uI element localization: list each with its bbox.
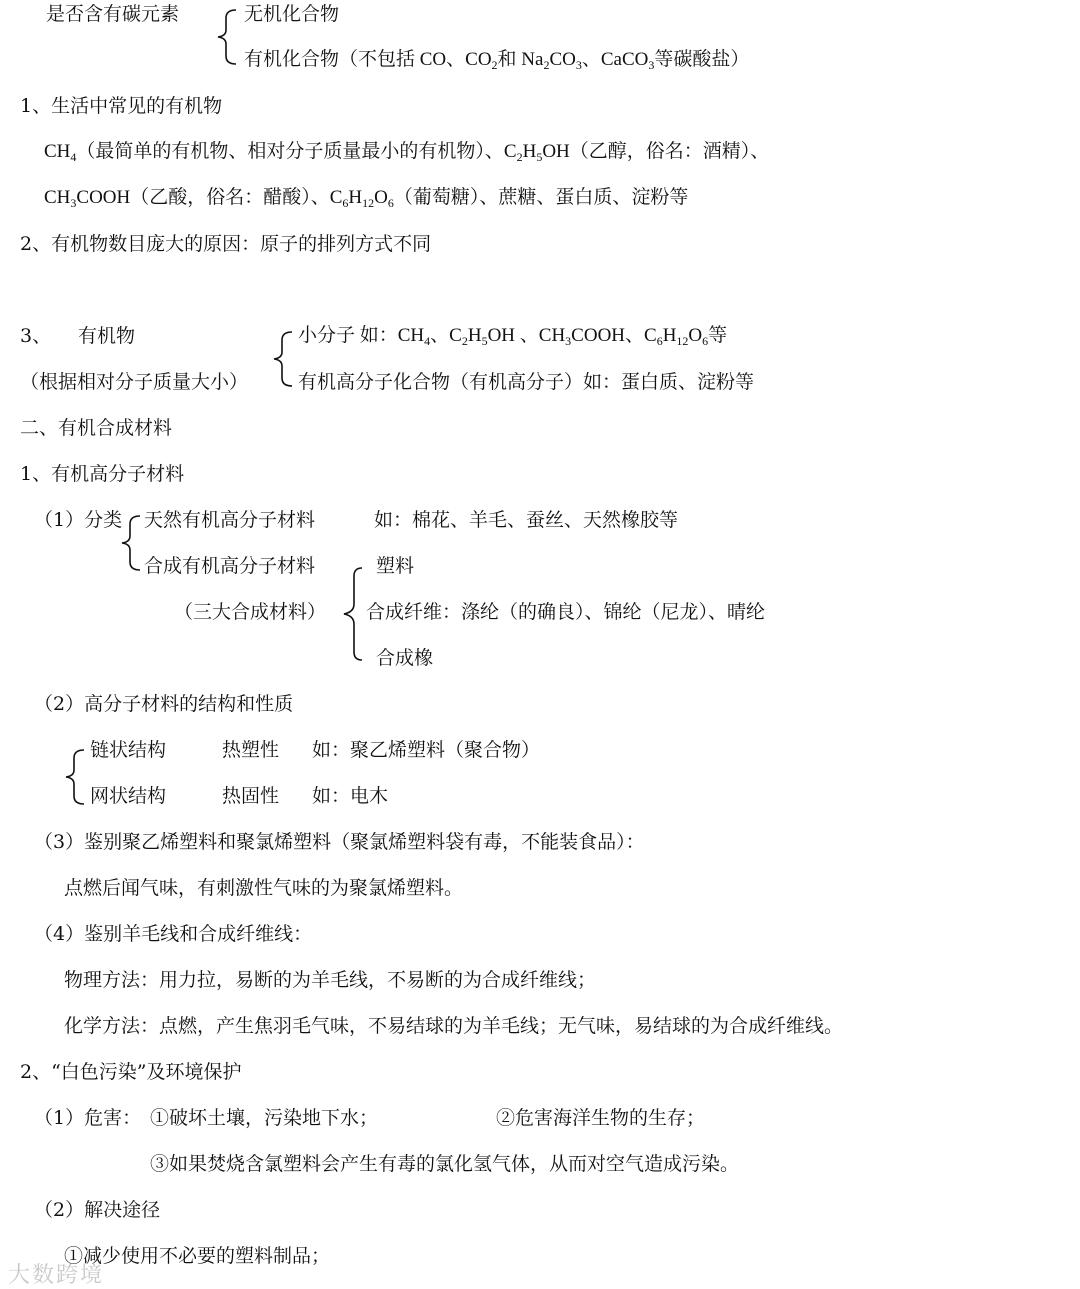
identify-plastic-text: 点燃后闻气味，有刺激性气味的为聚氯烯塑料。 bbox=[64, 877, 464, 899]
molecule-size-brace bbox=[268, 326, 298, 390]
harm-item-2: ②危害海洋生物的生存； bbox=[496, 1107, 706, 1129]
structure-heading: （2）高分子材料的结构和性质 bbox=[34, 693, 294, 715]
thermoplastic: 热塑性 bbox=[222, 739, 280, 761]
solution-item-1: ①减少使用不必要的塑料制品； bbox=[64, 1245, 331, 1267]
carbon-brace bbox=[212, 4, 242, 68]
section-1-line-1: $CH_4$（最简单的有机物、相对分子质量最小的有机物）、$C_2H_5OH$（乙醇，俗名：酒精）、 bbox=[44, 141, 770, 164]
section-1-line-2: $CH_3COOH$（乙酸，俗名：醋酸）、$C_6H_{12}O_6$（葡萄糖）、蔗糖、蛋白质、淀粉等 bbox=[44, 187, 689, 210]
carbon-label: 是否含有碳元素 bbox=[46, 3, 180, 25]
classify-label: （1）分类 bbox=[34, 509, 123, 531]
pollution-heading: 2、“白色污染”及环境保护 bbox=[20, 1061, 242, 1083]
natural-polymer-examples: 如：棉花、羊毛、蚕丝、天然橡胶等 bbox=[374, 509, 679, 531]
watermark: 大数跨境 bbox=[8, 1263, 105, 1288]
harm-item-1: ①破坏土壤，污染地下水； bbox=[150, 1107, 379, 1129]
chain-structure: 链状结构 bbox=[90, 739, 167, 761]
section-3-basis: （根据相对分子质量大小） bbox=[20, 371, 249, 393]
synthetic-fiber: 合成纤维：涤纶（的确良）、锦纶（尼龙）、晴纶 bbox=[366, 601, 766, 623]
solution-label: （2）解决途径 bbox=[34, 1199, 161, 1221]
organic-compound: 有机化合物（不包括 CO、$CO_2$和 $Na_2CO_3$、CaCO$_3$等碳酸盐） bbox=[244, 49, 750, 72]
inorganic-compound: 无机化合物 bbox=[244, 3, 340, 25]
structure-brace bbox=[60, 744, 90, 808]
chain-example: 如：聚乙烯塑料（聚合物） bbox=[312, 739, 541, 761]
network-structure: 网状结构 bbox=[90, 785, 167, 807]
section-2-heading: 2、有机物数目庞大的原因：原子的排列方式不同 bbox=[20, 233, 432, 255]
chemical-method: 化学方法：点燃，产生焦羽毛气味，不易结球的为羊毛线；无气味，易结球的为合成纤维线。 bbox=[64, 1015, 844, 1037]
three-synthetic-materials: （三大合成材料） bbox=[174, 601, 327, 623]
section-3-title: 有机物 bbox=[78, 325, 136, 347]
part-2-heading: 二、有机合成材料 bbox=[20, 417, 173, 439]
identify-plastic-heading: （3）鉴别聚乙烯塑料和聚氯烯塑料（聚氯烯塑料袋有毒，不能装食品）： bbox=[34, 831, 645, 853]
section-3-number: 3、 bbox=[20, 325, 52, 347]
part-2-sub-1: 1、有机高分子材料 bbox=[20, 463, 185, 485]
plastic: 塑料 bbox=[376, 555, 415, 577]
small-molecule: 小分子 如：$CH_4$、$C_2H_5OH$ 、$CH_3COOH$、$C_6H_{12}O_6$等 bbox=[298, 325, 728, 348]
classify-brace bbox=[116, 510, 146, 574]
harm-label: （1）危害： bbox=[34, 1107, 142, 1129]
physical-method: 物理方法：用力拉，易断的为羊毛线，不易断的为合成纤维线； bbox=[64, 969, 597, 991]
harm-item-3: ③如果焚烧含氯塑料会产生有毒的氯化氢气体，从而对空气造成污染。 bbox=[150, 1153, 740, 1175]
synthetic-rubber: 合成橡 bbox=[376, 647, 434, 669]
synthetic-polymer: 合成有机高分子材料 bbox=[144, 555, 316, 577]
identify-fiber-heading: （4）鉴别羊毛线和合成纤维线： bbox=[34, 923, 313, 945]
section-1-heading: 1、生活中常见的有机物 bbox=[20, 95, 223, 117]
natural-polymer: 天然有机高分子材料 bbox=[144, 509, 316, 531]
macromolecule: 有机高分子化合物（有机高分子）如：蛋白质、淀粉等 bbox=[298, 371, 755, 393]
thermoset: 热固性 bbox=[222, 785, 280, 807]
network-example: 如：电木 bbox=[312, 785, 389, 807]
